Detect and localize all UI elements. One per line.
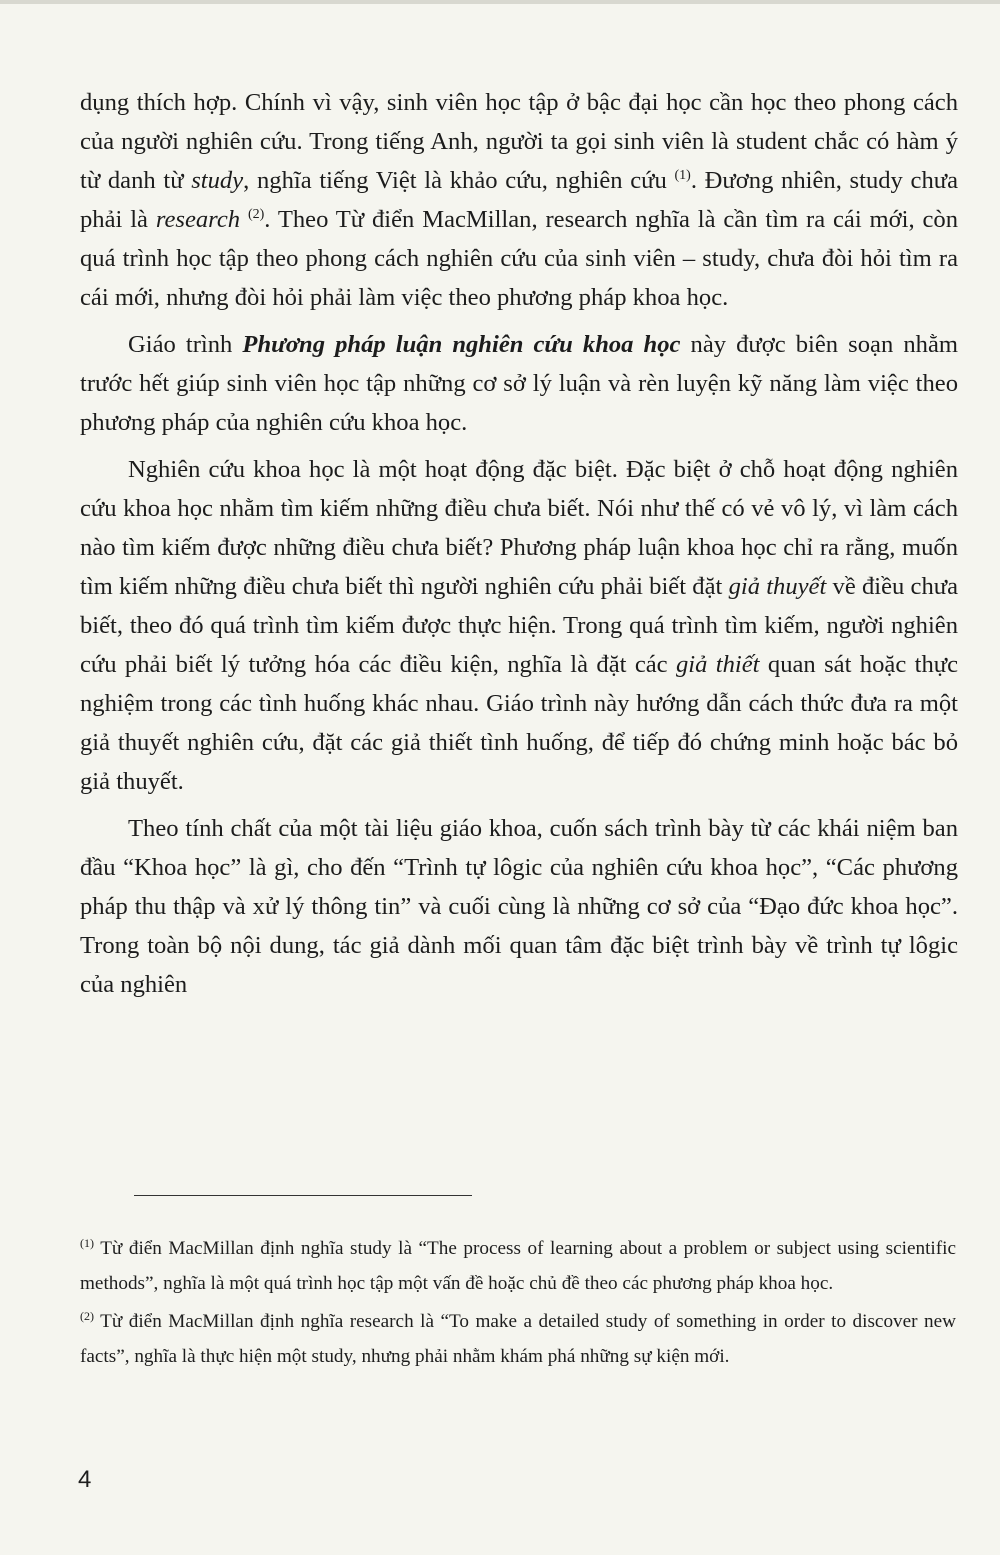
term-study: study: [191, 167, 244, 194]
footnote-1-marker: (1): [80, 1236, 94, 1250]
paragraph-1-text-d: . Theo Từ điển MacMillan, research nghĩa là cần tìm ra cái mới, còn quá trình học tập theo phong cách nghiên cứu của sinh viên – study, chưa đòi hỏi tìm ra cái mới, nhưng đòi hỏi phải làm việc theo phương pháp khoa học.: [80, 206, 959, 311]
footnote-1: [80, 1232, 956, 1301]
paragraph-1-text-a: dụng thích hợp. Chính vì vậy, sinh viên học tập ở bậc đại học cần học theo phong cách của người nghiên cứu. Trong tiếng Anh, người ta gọi sinh viên là student chắc có hàm ý từ danh từ: [80, 89, 958, 194]
paragraph-1-text-c: . Đương nhiên, study chưa phải là: [80, 167, 958, 233]
paragraph-3: [80, 450, 958, 801]
paragraph-4-text: Theo tính chất của một tài liệu giáo khoa, cuốn sách trình bày từ các khái niệm ban đầu “Khoa học” là gì, cho đến “Trình tự lôgic của nghiên cứu khoa học”, “Các phương pháp thu thập và xử lý thông tin” và cuối cùng là những cơ sở của “Đạo đức khoa học”. Trong toàn bộ nội dung, tác giả dành mối quan tâm đặc biệt trình bày về trình tự lôgic của nghiên: [80, 815, 958, 998]
paragraph-4: [80, 809, 958, 1004]
paragraph-3-text-b: về điều chưa biết, theo đó quá trình tìm kiếm được thực hiện. Trong quá trình tìm kiếm, người nghiên cứu phải biết lý tưởng hóa các điều kiện, nghĩa là đặt các: [80, 573, 958, 678]
footnote-2-marker: (2): [80, 1309, 94, 1323]
paragraph-2-text-b: này được biên soạn nhằm trước hết giúp sinh viên học tập những cơ sở lý luận và rèn luyện kỹ năng làm việc theo phương pháp của nghiên cứu khoa học.: [80, 331, 958, 436]
paragraph-2: [80, 325, 958, 442]
footnote-separator: [134, 1195, 472, 1196]
book-title: Phương pháp luận nghiên cứu khoa học: [242, 331, 681, 358]
footnotes: [80, 1232, 956, 1378]
paragraph-1-text-b: , nghĩa tiếng Việt là khảo cứu, nghiên cứu: [243, 167, 675, 194]
paragraph-1-space: [240, 206, 248, 233]
main-text: [80, 83, 958, 1004]
page-number: 4: [78, 1466, 92, 1493]
footnote-ref-2[interactable]: (2): [247, 207, 265, 222]
paragraph-1: [80, 83, 958, 317]
footnote-1-text: Từ điển MacMillan định nghĩa study là “The process of learning about a problem or subject using scientific methods”, nghĩa là một quá trình học tập một vấn đề hoặc chủ đề theo các phương pháp khoa học.: [80, 1238, 956, 1294]
paragraph-2-text-a: Giáo trình: [128, 331, 243, 358]
footnote-2: [80, 1305, 956, 1374]
paragraph-3-text-c: quan sát hoặc thực nghiệm trong các tình huống khác nhau. Giáo trình này hướng dẫn cách thức đưa ra một giả thuyết nghiên cứu, đặt các giả thiết tình huống, để tiếp đó chứng minh hoặc bác bỏ giả thuyết.: [80, 651, 958, 795]
paragraph-3-text-a: Nghiên cứu khoa học là một hoạt động đặc biệt. Đặc biệt ở chỗ hoạt động nghiên cứu khoa học nhằm tìm kiếm những điều chưa biết. Nói như thế có vẻ vô lý, vì làm cách nào tìm kiếm được những điều chưa biết? Phương pháp luận khoa học chỉ ra rằng, muốn tìm kiếm những điều chưa biết thì người nghiên cứu phải biết đặt: [80, 456, 958, 600]
footnote-2-text: Từ điển MacMillan định nghĩa research là “To make a detailed study of something in order to discover new facts”, nghĩa là thực hiện một study, nhưng phải nhằm khám phá những sự kiện mới.: [80, 1311, 956, 1367]
term-gia-thiet: giả thiết: [675, 651, 760, 678]
footnote-ref-1[interactable]: (1): [674, 168, 691, 183]
term-research: research: [155, 206, 241, 233]
page-top-edge: [0, 0, 1000, 4]
term-gia-thuyet: giả thuyết: [728, 573, 827, 600]
